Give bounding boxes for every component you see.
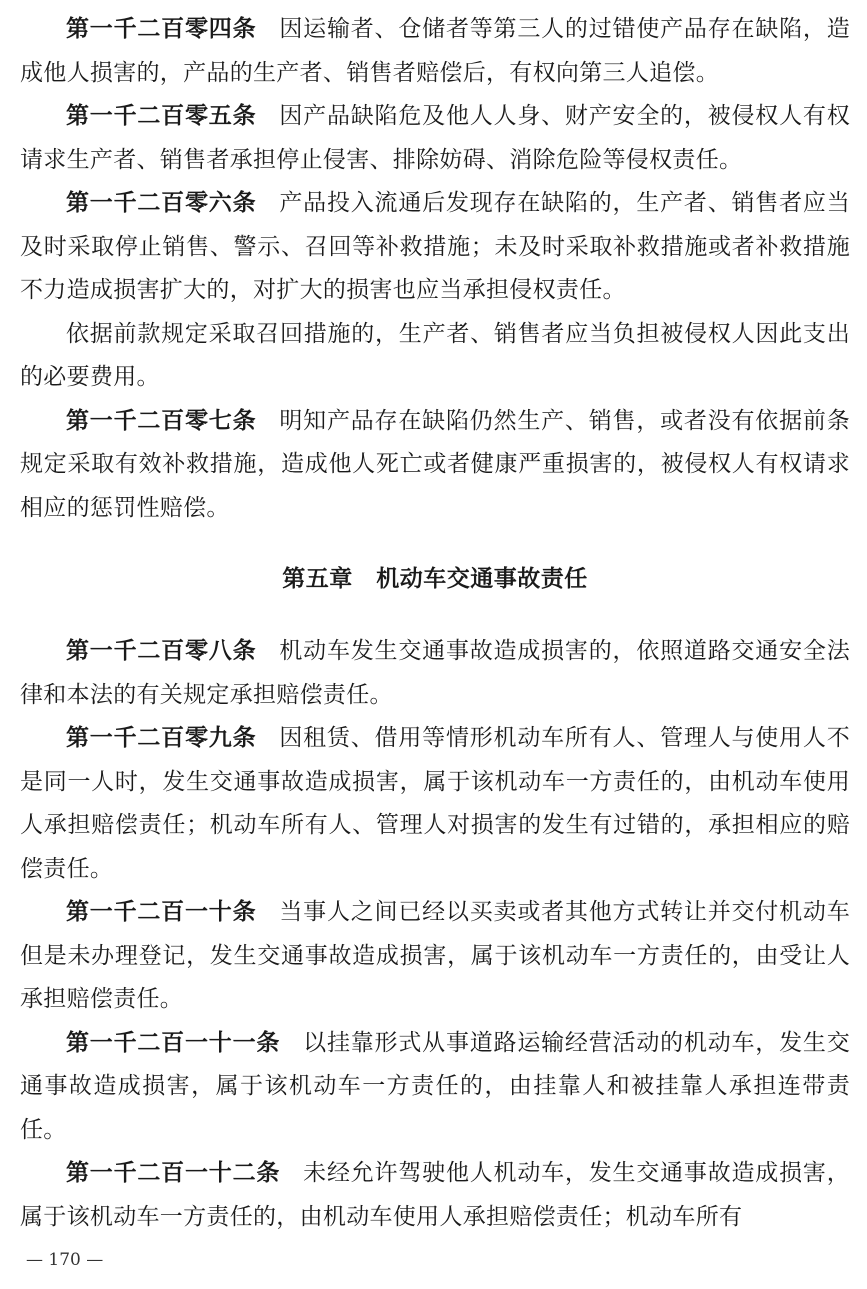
- plain-paragraph: 依据前款规定采取召回措施的，生产者、销售者应当负担被侵权人因此支出的必要费用。: [20, 320, 850, 390]
- article-paragraph: [20, 1022, 850, 1153]
- article-number: 第一千二百一十一条: [66, 1029, 281, 1056]
- article-paragraph: [20, 182, 850, 313]
- article-paragraph: [20, 717, 850, 891]
- article-text: 以挂靠形式从事道路运输经营活动的机动车，发生交通事故造成损害，属于该机动车一方责任的，由挂靠人和被挂靠人承担连带责任。: [20, 1029, 850, 1143]
- article-text: 因租赁、借用等情形机动车所有人、管理人与使用人不是同一人时，发生交通事故造成损害，属于该机动车一方责任的，由机动车使用人承担赔偿责任；机动车所有人、管理人对损害的发生有过错的，承担相应的赔偿责任。: [20, 725, 850, 882]
- article-text: 未经允许驾驶他人机动车，发生交通事故造成损害，属于该机动车一方责任的，由机动车使用人承担赔偿责任；机动车所有: [20, 1160, 850, 1230]
- article-text: 因运输者、仓储者等第三人的过错使产品存在缺陷，造成他人损害的，产品的生产者、销售者赔偿后，有权向第三人追偿。: [20, 16, 850, 86]
- article-number: 第一千二百一十二条: [66, 1160, 281, 1186]
- article-number: 第一千二百零六条: [66, 190, 257, 216]
- article-text: 当事人之间已经以买卖或者其他方式转让并交付机动车但是未办理登记，发生交通事故造成损害，属于该机动车一方责任的，由受让人承担赔偿责任。: [20, 899, 850, 1012]
- article-number: 第一千二百零四条: [66, 16, 257, 42]
- article-number: 第一千二百零七条: [66, 407, 257, 434]
- article-paragraph: [20, 95, 850, 182]
- article-number: 第一千二百零八条: [66, 638, 257, 664]
- article-number: 第一千二百零九条: [66, 725, 257, 751]
- article-number: 第一千二百一十条: [66, 899, 257, 925]
- article-paragraph: [20, 8, 850, 95]
- article-paragraph: [20, 891, 850, 1022]
- chapter-heading: 第五章 机动车交通事故责任: [282, 566, 588, 592]
- article-paragraph: [20, 400, 850, 531]
- article-text: 机动车发生交通事故造成损害的，依照道路交通安全法律和本法的有关规定承担赔偿责任。: [20, 638, 850, 708]
- article-paragraph: [20, 630, 850, 717]
- article-paragraph: [20, 1152, 850, 1239]
- article-number: 第一千二百零五条: [66, 103, 257, 129]
- article-text: 明知产品存在缺陷仍然生产、销售，或者没有依据前条规定采取有效补救措施，造成他人死亡或者健康严重损害的，被侵权人有权请求相应的惩罚性赔偿。: [20, 407, 850, 521]
- document-body: [20, 0, 850, 1239]
- article-text: 产品投入流通后发现存在缺陷的，生产者、销售者应当及时采取停止销售、警示、召回等补救措施；未及时采取补救措施或者补救措施不力造成损害扩大的，对扩大的损害也应当承担侵权责任。: [20, 190, 850, 303]
- article-text: 因产品缺陷危及他人人身、财产安全的，被侵权人有权请求生产者、销售者承担停止侵害、排除妨碍、消除危险等侵权责任。: [20, 103, 850, 173]
- page-number: — 170 —: [26, 1250, 104, 1270]
